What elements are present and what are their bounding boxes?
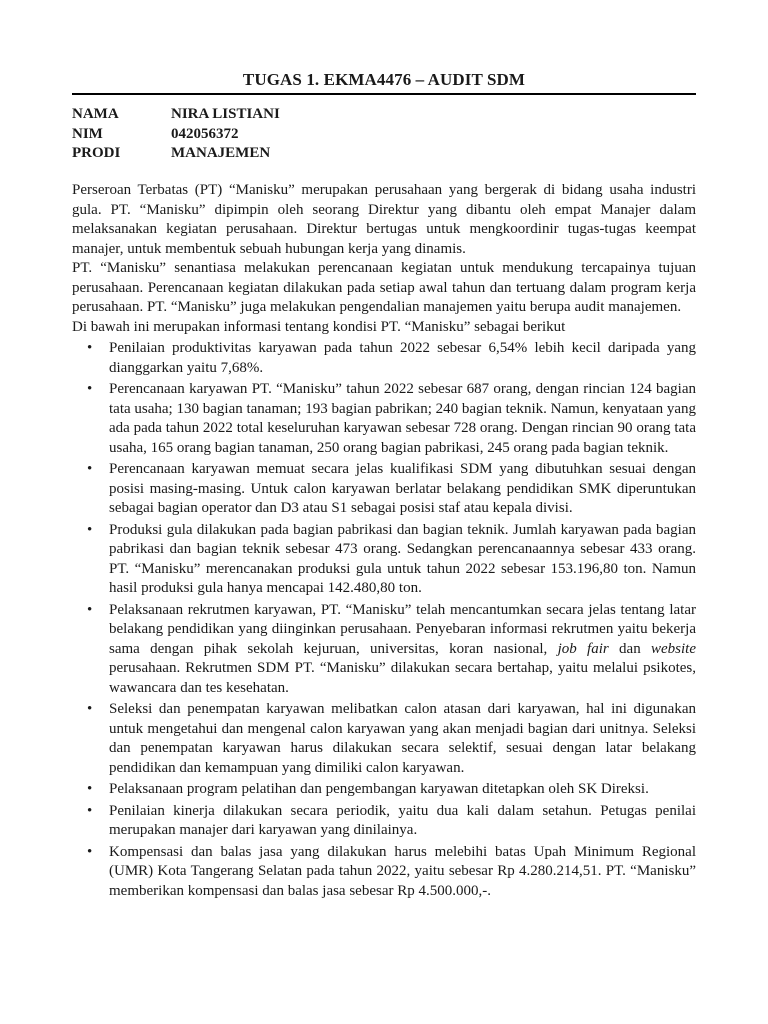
list-item xyxy=(72,460,696,519)
body-paragraph: PT. “Manisku” senantiasa melakukan perencanaan kegiatan untuk mendukung tercapainya tujuan perusahaan. Perencanaan kegiatan dilakukan pada setiap awal tahun dan tertuang dalam program kerja perusahaan. PT. “Manisku” juga melakukan pengendalian manajemen yaitu berupa audit manajemen. xyxy=(72,260,696,315)
list-item xyxy=(72,843,696,902)
list-item-text-part: perusahaan. Rekrutmen SDM PT. “Manisku” dilakukan secara bertahap, yaitu melalui psikotes, wawancara dan tes kesehatan. xyxy=(109,660,696,696)
italic-term-job-fair: job fair xyxy=(557,640,609,657)
bullet-icon: • xyxy=(87,601,93,618)
condition-list xyxy=(72,339,696,901)
list-item xyxy=(72,601,696,699)
list-item xyxy=(72,339,696,378)
list-item-text: Penilaian kinerja dilakukan secara periodik, yaitu dua kali dalam setahun. Petugas penilai merupakan manajer dari karyawan yang dinilainya. xyxy=(109,802,696,838)
list-item-text: Produksi gula dilakukan pada bagian pabrikasi dan bagian teknik. Jumlah karyawan pada bagian pabrikasi dan bagian teknik sebesar 473 orang. Sedangkan perencanaannya sebesar 433 orang. PT. “Manisku” merencanakan produksi gula untuk tahun 2022 sebesar 153.196,80 ton. Namun hasil produksi gula hanya mencapai 142.480,80 ton. xyxy=(109,521,696,596)
document-title: TUGAS 1. EKMA4476 – AUDIT SDM xyxy=(72,70,696,95)
bullet-icon: • xyxy=(87,340,93,356)
list-item-text: Seleksi dan penempatan karyawan melibatkan calon atasan dari karyawan, hal ini digunakan untuk mengetahui dan mengenal calon karyawan yang akan menjadi bagian dari unitnya. Seleksi dan penempatan karyawan harus dilakukan secara selektif, sesuai dengan latar belakang pendidikan dan kemampuan yang dimiliki calon karyawan. xyxy=(109,701,696,776)
identity-value: 042056372 xyxy=(171,125,239,142)
bullet-icon: • xyxy=(87,521,93,538)
bullet-icon: • xyxy=(87,802,93,819)
list-item-text-part: Pelaksanaan rekrutmen karyawan, PT. “Manisku” telah mencantumkan secara jelas tentang latar belakang pendidikan yang diinginkan perusahaan. Penyebaran informasi rekrutmen yaitu bekerja sama dengan pihak sekolah kejuruan, universitas, koran nasional, xyxy=(109,601,696,657)
bullet-icon: • xyxy=(87,381,93,397)
identity-row-name xyxy=(72,105,280,125)
identity-row-prodi xyxy=(72,144,280,164)
identity-value: MANAJEMEN xyxy=(171,145,271,161)
list-item-text xyxy=(109,602,696,696)
identity-label: NAMA xyxy=(72,106,119,122)
list-item-text: Pelaksanaan program pelatihan dan pengembangan karyawan ditetapkan oleh SK Direksi. xyxy=(109,781,649,797)
list-item-text: Kompensasi dan balas jasa yang dilakukan harus melebihi batas Upah Minimum Regional (UMR) Kota Tangerang Selatan pada tahun 2022, yaitu sebesar Rp 4.280.214,51. PT. “Manisku” memberikan kompensasi dan balas jasa sebesar Rp 4.500.000,-. xyxy=(109,843,696,899)
list-item xyxy=(72,521,696,599)
italic-term-website: website xyxy=(651,640,697,657)
bullet-icon: • xyxy=(87,843,93,860)
bullet-icon: • xyxy=(87,781,93,797)
body-paragraph: Perseroan Terbatas (PT) “Manisku” merupakan perusahaan yang bergerak di bidang usaha industri gula. PT. “Manisku” dipimpin oleh seorang Direktur yang dibantu oleh empat Manajer dalam melaksanakan kegiatan perusahaan. Direktur bertugas untuk mengkoordinir tugas-tugas keempat manajer, untuk membentuk sebuah hubungan kerja yang dinamis. xyxy=(72,182,696,257)
identity-label: NIM xyxy=(72,125,103,142)
identity-label: PRODI xyxy=(72,145,121,161)
list-intro: Di bawah ini merupakan informasi tentang kondisi PT. “Manisku” sebagai berikut xyxy=(72,318,566,335)
list-item xyxy=(72,700,696,778)
list-item-text: Penilaian produktivitas karyawan pada tahun 2022 sebesar 6,54% lebih kecil daripada yang dianggarkan yaitu 7,68%. xyxy=(109,340,696,376)
bullet-icon: • xyxy=(87,701,93,717)
bullet-icon: • xyxy=(87,461,93,477)
list-item-text: Perencanaan karyawan PT. “Manisku” tahun 2022 sebesar 687 orang, dengan rincian 124 bagian tata usaha; 130 bagian tanaman; 193 bagian pabrikan; 240 bagian teknik. Namun, kenyataan yang ada pada tahun 2022 total keseluruhan karyawan sebesar 728 orang. Dengan rincian 90 orang tata usaha, 165 orang bagian tanaman, 250 orang bagian pabrikasi, 245 orang pada bagian teknik. xyxy=(109,381,696,456)
list-item xyxy=(72,780,696,800)
list-item xyxy=(72,380,696,458)
document-body xyxy=(72,181,696,901)
identity-value: NIRA LISTIANI xyxy=(171,106,280,122)
list-item xyxy=(72,802,696,841)
list-item-text: Perencanaan karyawan memuat secara jelas kualifikasi SDM yang dibutuhkan sesuai dengan posisi masing-masing. Untuk calon karyawan berlatar belakang pendidikan SMK diperuntukan sebagai bagian operator dan D3 atau S1 sebagai posisi staf atau kepala divisi. xyxy=(109,461,696,516)
list-item-text-part: dan xyxy=(608,640,652,657)
identity-row-nim xyxy=(72,125,280,145)
student-identity xyxy=(72,105,280,164)
